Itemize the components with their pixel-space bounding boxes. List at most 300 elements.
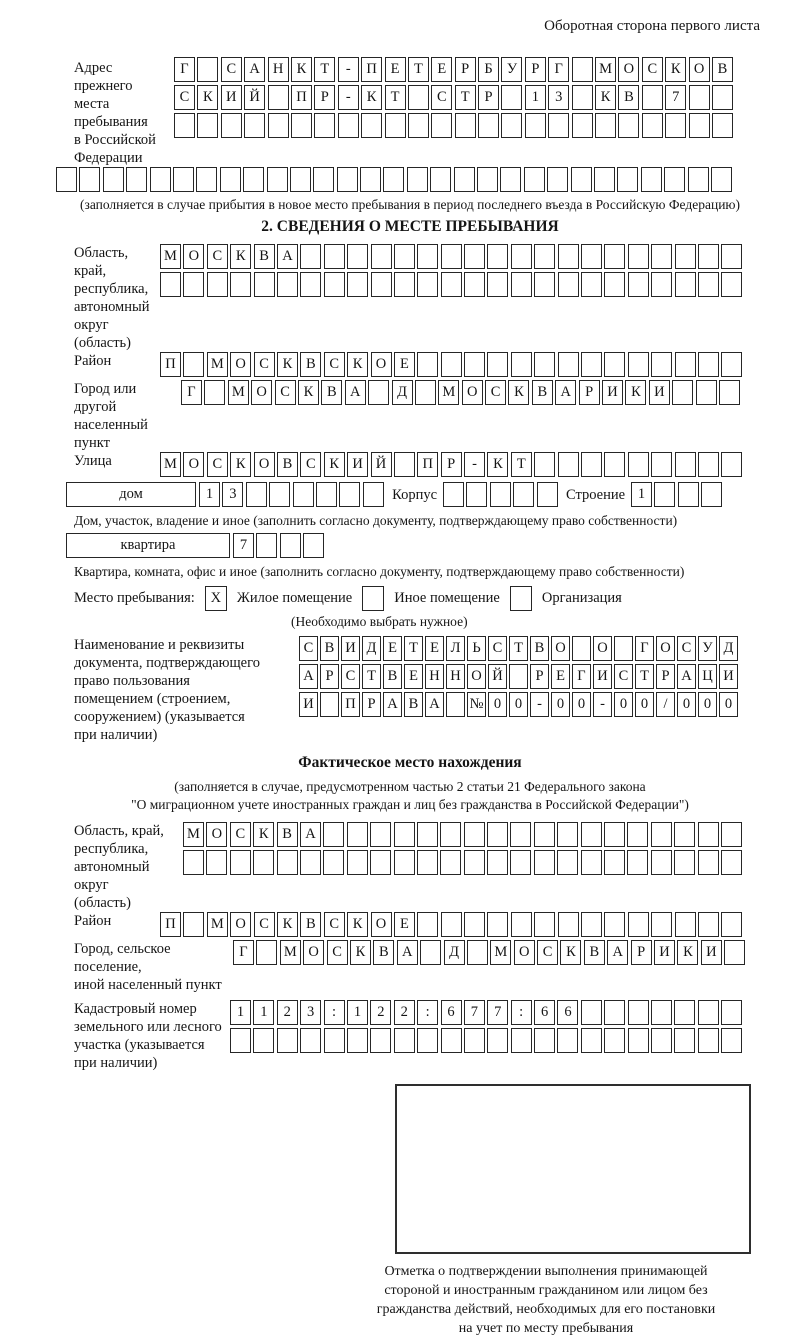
char-box[interactable] [572,636,591,661]
char-box[interactable]: В [404,692,423,717]
char-box[interactable] [534,452,555,477]
char-box[interactable]: К [230,244,251,269]
char-box[interactable]: В [383,664,402,689]
char-box[interactable] [511,244,532,269]
char-box[interactable]: С [299,636,318,661]
char-box[interactable]: Т [404,636,423,661]
char-box[interactable] [712,113,733,138]
char-box[interactable] [628,1000,649,1025]
char-box[interactable] [672,380,693,405]
char-box[interactable]: В [373,940,394,965]
char-box[interactable] [300,244,321,269]
char-box[interactable]: С [300,452,321,477]
char-box[interactable] [56,167,77,192]
char-box[interactable] [441,912,462,937]
char-box[interactable] [604,912,625,937]
char-box[interactable] [316,482,337,507]
char-box[interactable] [253,850,274,875]
char-box[interactable]: В [584,940,605,965]
char-box[interactable] [347,850,368,875]
char-box[interactable]: : [324,1000,345,1025]
char-box[interactable] [300,1028,321,1053]
char-box[interactable]: 6 [557,1000,578,1025]
char-box[interactable] [254,272,275,297]
char-box[interactable] [558,452,579,477]
char-box[interactable]: И [649,380,670,405]
char-box[interactable] [430,167,451,192]
char-box[interactable] [464,352,485,377]
char-box[interactable]: К [324,452,345,477]
char-box[interactable] [698,850,719,875]
char-box[interactable] [712,85,733,110]
char-box[interactable] [572,85,593,110]
char-box[interactable]: Т [509,636,528,661]
char-box[interactable] [323,850,344,875]
char-box[interactable] [290,167,311,192]
char-box[interactable] [628,1028,649,1053]
char-box[interactable] [558,912,579,937]
char-box[interactable] [441,272,462,297]
char-box[interactable] [628,912,649,937]
char-box[interactable] [513,482,534,507]
char-box[interactable]: С [341,664,360,689]
char-box[interactable] [417,352,438,377]
char-box[interactable] [324,272,345,297]
char-box[interactable] [370,822,391,847]
char-box[interactable]: : [417,1000,438,1025]
char-box[interactable] [443,482,464,507]
char-box[interactable]: П [361,57,382,82]
char-box[interactable] [604,272,625,297]
char-box[interactable]: О [656,636,675,661]
char-box[interactable]: О [593,636,612,661]
char-box[interactable] [721,452,742,477]
char-box[interactable] [510,822,531,847]
char-box[interactable] [243,167,264,192]
char-box[interactable] [675,272,696,297]
char-box[interactable] [206,850,227,875]
char-box[interactable] [207,272,228,297]
char-box[interactable] [277,1028,298,1053]
char-box[interactable] [487,912,508,937]
char-box[interactable]: М [438,380,459,405]
char-box[interactable]: Е [551,664,570,689]
char-box[interactable] [256,940,277,965]
char-box[interactable] [441,244,462,269]
char-box[interactable] [440,850,461,875]
char-box[interactable]: А [607,940,628,965]
char-box[interactable]: С [431,85,452,110]
char-box[interactable] [431,113,452,138]
char-box[interactable]: В [277,452,298,477]
char-box[interactable]: У [501,57,522,82]
char-box[interactable] [371,272,392,297]
char-box[interactable]: К [487,452,508,477]
char-box[interactable]: - [464,452,485,477]
char-box[interactable] [511,272,532,297]
char-box[interactable]: Р [441,452,462,477]
char-box[interactable]: Д [444,940,465,965]
char-box[interactable]: 0 [677,692,696,717]
char-box[interactable]: Р [455,57,476,82]
char-box[interactable]: Р [362,692,381,717]
char-box[interactable]: К [595,85,616,110]
char-box[interactable] [524,167,545,192]
char-box[interactable]: С [488,636,507,661]
char-box[interactable] [417,850,438,875]
char-box[interactable]: Е [431,57,452,82]
char-box[interactable] [103,167,124,192]
char-box[interactable] [651,244,672,269]
char-box[interactable] [268,113,289,138]
char-box[interactable] [454,167,475,192]
char-box[interactable] [581,244,602,269]
char-box[interactable] [604,352,625,377]
char-box[interactable]: А [397,940,418,965]
char-box[interactable] [698,1028,719,1053]
char-box[interactable]: С [174,85,195,110]
char-box[interactable]: Т [362,664,381,689]
char-box[interactable] [221,113,242,138]
char-box[interactable]: Г [174,57,195,82]
char-box[interactable]: К [253,822,274,847]
char-box[interactable] [464,1028,485,1053]
char-box[interactable]: М [595,57,616,82]
char-box[interactable] [627,822,648,847]
char-box[interactable] [394,1028,415,1053]
char-box[interactable]: Г [572,664,591,689]
char-box[interactable] [525,113,546,138]
char-box[interactable] [455,113,476,138]
char-box[interactable] [417,244,438,269]
char-box[interactable]: К [230,452,251,477]
char-box[interactable]: О [514,940,535,965]
char-box[interactable] [617,167,638,192]
char-box[interactable] [721,244,742,269]
char-box[interactable]: Т [314,57,335,82]
char-box[interactable]: И [701,940,722,965]
char-box[interactable]: 2 [370,1000,391,1025]
char-box[interactable]: Д [719,636,738,661]
char-box[interactable]: С [207,452,228,477]
char-box[interactable] [614,636,633,661]
char-box[interactable]: П [417,452,438,477]
char-box[interactable]: Й [488,664,507,689]
char-box[interactable] [183,352,204,377]
char-box[interactable] [557,850,578,875]
char-box[interactable]: К [277,352,298,377]
char-box[interactable]: Д [362,636,381,661]
char-box[interactable] [721,912,742,937]
char-box[interactable] [246,482,267,507]
char-box[interactable] [487,850,508,875]
char-box[interactable] [557,1028,578,1053]
char-box[interactable] [268,85,289,110]
char-box[interactable]: 1 [631,482,652,507]
char-box[interactable]: Р [579,380,600,405]
char-box[interactable]: И [654,940,675,965]
char-box[interactable]: В [618,85,639,110]
char-box[interactable] [558,272,579,297]
char-box[interactable] [509,664,528,689]
char-box[interactable] [363,482,384,507]
char-box[interactable]: - [338,57,359,82]
char-box[interactable]: В [300,352,321,377]
char-box[interactable]: С [324,912,345,937]
char-box[interactable] [417,822,438,847]
char-box[interactable]: Е [383,636,402,661]
char-box[interactable]: В [530,636,549,661]
char-box[interactable] [464,850,485,875]
char-box[interactable] [244,113,265,138]
char-box[interactable] [698,272,719,297]
char-box[interactable] [698,452,719,477]
char-box[interactable] [651,850,672,875]
char-box[interactable] [293,482,314,507]
char-box[interactable]: К [508,380,529,405]
char-box[interactable] [641,167,662,192]
char-box[interactable]: 6 [534,1000,555,1025]
char-box[interactable]: М [160,452,181,477]
char-box[interactable] [204,380,225,405]
char-box[interactable]: С [614,664,633,689]
char-box[interactable]: 6 [441,1000,462,1025]
char-box[interactable] [724,940,745,965]
char-box[interactable] [571,167,592,192]
char-box[interactable]: Т [635,664,654,689]
char-box[interactable]: 0 [635,692,654,717]
char-box[interactable] [665,113,686,138]
char-box[interactable]: С [230,822,251,847]
char-box[interactable]: 1 [253,1000,274,1025]
char-box[interactable] [477,167,498,192]
char-box[interactable] [487,352,508,377]
char-box[interactable] [347,1028,368,1053]
char-box[interactable] [478,113,499,138]
char-box[interactable] [534,244,555,269]
char-box[interactable]: Н [425,664,444,689]
char-box[interactable] [581,452,602,477]
char-box[interactable] [500,167,521,192]
char-box[interactable]: А [677,664,696,689]
char-box[interactable]: 3 [222,482,243,507]
char-box[interactable] [368,380,389,405]
char-box[interactable] [441,1028,462,1053]
char-box[interactable] [689,85,710,110]
char-box[interactable]: : [511,1000,532,1025]
char-box[interactable]: А [425,692,444,717]
char-box[interactable] [510,850,531,875]
char-box[interactable]: О [462,380,483,405]
char-box[interactable] [627,850,648,875]
char-box[interactable]: Г [548,57,569,82]
char-box[interactable] [698,912,719,937]
char-box[interactable] [595,113,616,138]
char-box[interactable]: М [207,352,228,377]
char-box[interactable] [126,167,147,192]
char-box[interactable] [415,380,436,405]
char-box[interactable] [417,912,438,937]
char-box[interactable]: М [490,940,511,965]
char-box[interactable]: Г [233,940,254,965]
char-box[interactable]: К [361,85,382,110]
char-box[interactable] [689,113,710,138]
char-box[interactable] [417,272,438,297]
char-box[interactable] [490,482,511,507]
char-box[interactable]: Т [455,85,476,110]
char-box[interactable]: Н [268,57,289,82]
char-box[interactable]: 1 [199,482,220,507]
char-box[interactable]: П [291,85,312,110]
char-box[interactable] [501,113,522,138]
char-box[interactable] [664,167,685,192]
char-box[interactable] [581,912,602,937]
char-box[interactable] [572,113,593,138]
char-box[interactable] [628,272,649,297]
char-box[interactable]: Л [446,636,465,661]
char-box[interactable] [291,113,312,138]
char-box[interactable]: А [244,57,265,82]
char-box[interactable] [360,167,381,192]
char-box[interactable] [721,352,742,377]
char-box[interactable]: Е [394,352,415,377]
char-box[interactable] [487,1028,508,1053]
char-box[interactable]: О [230,912,251,937]
char-box[interactable]: 7 [487,1000,508,1025]
char-box[interactable] [160,272,181,297]
checkbox-organization[interactable] [510,586,532,611]
char-box[interactable]: Р [314,85,335,110]
char-box[interactable]: 3 [300,1000,321,1025]
char-box[interactable] [594,167,615,192]
char-box[interactable] [698,244,719,269]
char-box[interactable]: П [160,352,181,377]
char-box[interactable]: 0 [614,692,633,717]
char-box[interactable]: О [303,940,324,965]
char-box[interactable] [464,272,485,297]
char-box[interactable] [572,57,593,82]
char-box[interactable] [721,1028,742,1053]
char-box[interactable] [464,244,485,269]
char-box[interactable]: О [371,912,392,937]
char-box[interactable] [256,533,277,558]
checkbox-other-premises[interactable] [362,586,384,611]
char-box[interactable] [267,167,288,192]
char-box[interactable]: 0 [698,692,717,717]
char-box[interactable] [173,167,194,192]
char-box[interactable] [537,482,558,507]
char-box[interactable]: 0 [719,692,738,717]
char-box[interactable]: К [347,912,368,937]
char-box[interactable] [183,912,204,937]
char-box[interactable]: К [625,380,646,405]
char-box[interactable] [269,482,290,507]
char-box[interactable] [534,822,555,847]
char-box[interactable] [466,482,487,507]
char-box[interactable]: О [230,352,251,377]
char-box[interactable] [370,850,391,875]
char-box[interactable]: М [280,940,301,965]
char-box[interactable] [440,822,461,847]
char-box[interactable] [604,850,625,875]
char-box[interactable]: М [183,822,204,847]
char-box[interactable]: М [160,244,181,269]
char-box[interactable]: М [207,912,228,937]
char-box[interactable]: К [665,57,686,82]
char-box[interactable] [651,1000,672,1025]
char-box[interactable]: Г [635,636,654,661]
char-box[interactable] [651,352,672,377]
char-box[interactable] [347,822,368,847]
char-box[interactable] [394,822,415,847]
char-box[interactable]: С [254,912,275,937]
char-box[interactable] [320,692,339,717]
char-box[interactable]: - [530,692,549,717]
char-box[interactable]: 1 [230,1000,251,1025]
char-box[interactable] [383,167,404,192]
char-box[interactable] [197,57,218,82]
char-box[interactable]: И [341,636,360,661]
char-box[interactable]: В [277,822,298,847]
char-box[interactable] [314,113,335,138]
char-box[interactable] [604,452,625,477]
char-box[interactable]: О [251,380,272,405]
char-box[interactable]: О [371,352,392,377]
char-box[interactable] [675,452,696,477]
char-box[interactable]: С [485,380,506,405]
char-box[interactable] [604,1028,625,1053]
char-box[interactable] [339,482,360,507]
char-box[interactable]: В [321,380,342,405]
char-box[interactable]: И [602,380,623,405]
char-box[interactable]: 3 [548,85,569,110]
char-box[interactable]: К [677,940,698,965]
char-box[interactable]: Г [181,380,202,405]
char-box[interactable]: К [560,940,581,965]
char-box[interactable] [558,244,579,269]
char-box[interactable] [651,912,672,937]
char-box[interactable]: П [160,912,181,937]
char-box[interactable] [407,167,428,192]
char-box[interactable]: О [467,664,486,689]
char-box[interactable] [183,850,204,875]
char-box[interactable]: С [275,380,296,405]
char-box[interactable] [337,167,358,192]
char-box[interactable]: И [593,664,612,689]
char-box[interactable] [581,1028,602,1053]
char-box[interactable]: 1 [525,85,546,110]
char-box[interactable] [150,167,171,192]
char-box[interactable] [628,452,649,477]
char-box[interactable] [303,533,324,558]
char-box[interactable]: К [298,380,319,405]
char-box[interactable]: А [555,380,576,405]
char-box[interactable] [323,822,344,847]
char-box[interactable]: № [467,692,486,717]
char-box[interactable]: / [656,692,675,717]
char-box[interactable]: Е [394,912,415,937]
char-box[interactable] [417,1028,438,1053]
char-box[interactable] [721,850,742,875]
char-box[interactable]: Р [530,664,549,689]
char-box[interactable] [719,380,740,405]
char-box[interactable] [675,912,696,937]
char-box[interactable]: В [532,380,553,405]
char-box[interactable]: С [642,57,663,82]
char-box[interactable]: К [277,912,298,937]
char-box[interactable] [698,1000,719,1025]
char-box[interactable] [511,1028,532,1053]
